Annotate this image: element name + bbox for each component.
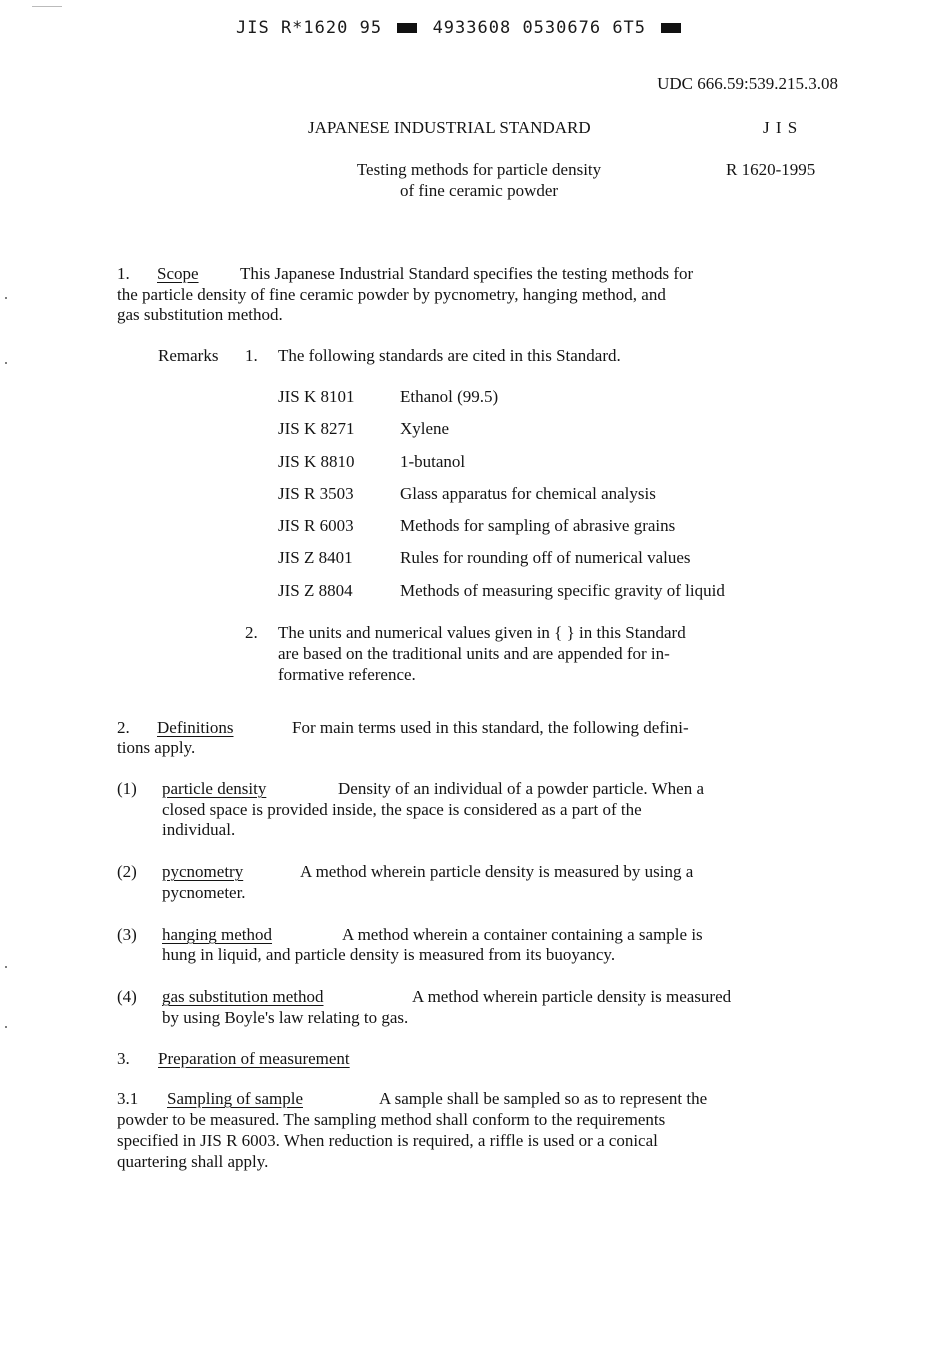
definition-line-1: Density of an individual of a powder particle. When a [338, 779, 705, 798]
header-code-left: JIS R*1620 95 [236, 18, 383, 38]
ref-code: JIS K 8810 [278, 452, 355, 471]
ref-code: JIS R 3503 [278, 484, 354, 503]
scan-speck [5, 966, 7, 968]
ref-title: Ethanol (99.5) [400, 387, 499, 406]
sampling-line-2: powder to be measured. The sampling method shall conform to the requirements [117, 1110, 666, 1129]
remark-1-number: 1. [245, 346, 258, 365]
udc-number: UDC 666.59:539.215.3.08 [657, 74, 838, 93]
ref-code: JIS K 8271 [278, 419, 355, 438]
definitions-line-2: tions apply. [117, 738, 196, 757]
top-edge-mark [32, 6, 62, 7]
scan-speck [5, 1026, 7, 1028]
definition-term: hanging method [162, 925, 273, 944]
definition-term: gas substitution method [162, 987, 324, 1006]
definition-line-2: hung in liquid, and particle density is measured from its buoyancy. [162, 945, 616, 964]
definition-number: (4) [117, 987, 137, 1006]
title-line-2: of fine ceramic powder [399, 181, 559, 200]
definition-number: (1) [117, 779, 137, 798]
remarks-label: Remarks [158, 346, 219, 365]
document-header-code [236, 18, 685, 39]
jis-mark: J I S [763, 118, 799, 137]
remark-2-line-3: formative reference. [278, 665, 416, 684]
definition-line-2: pycnometer. [162, 883, 246, 902]
sampling-heading: Sampling of sample [167, 1089, 303, 1108]
definitions-heading: Definitions [157, 718, 234, 737]
remark-1-text: The following standards are cited in this Standard. [278, 346, 621, 365]
definition-line-1: A method wherein particle density is measured [412, 987, 732, 1006]
scope-number: 1. [117, 264, 130, 283]
standard-number: R 1620-1995 [726, 160, 816, 179]
sampling-line-4: quartering shall apply. [117, 1152, 269, 1171]
remark-2-number: 2. [245, 623, 258, 642]
ref-title: Methods for sampling of abrasive grains [400, 516, 676, 535]
definition-line-1: A method wherein a container containing a sample is [342, 925, 703, 944]
definitions-line-1: For main terms used in this standard, the following defini- [292, 718, 689, 737]
sampling-line-3: specified in JIS R 6003. When reduction is required, a riffle is used or a conical [117, 1131, 658, 1150]
definition-line-2: closed space is provided inside, the space is considered as a part of the [162, 800, 642, 819]
ref-title: 1-butanol [400, 452, 466, 471]
ref-code: JIS R 6003 [278, 516, 354, 535]
definition-term: particle density [162, 779, 267, 798]
definition-line-1: A method wherein particle density is measured by using a [300, 862, 694, 881]
ref-title: Xylene [400, 419, 450, 438]
scope-line-2: the particle density of fine ceramic powder by pycnometry, hanging method, and [117, 285, 666, 304]
definitions-number: 2. [117, 718, 130, 737]
sampling-number: 3.1 [117, 1089, 139, 1108]
remark-2-line-1: The units and numerical values given in { } in this Standard [278, 623, 686, 642]
ref-code: JIS K 8101 [278, 387, 355, 406]
standard-name: JAPANESE INDUSTRIAL STANDARD [308, 118, 591, 137]
title-line-1: Testing methods for particle density [356, 160, 602, 179]
preparation-number: 3. [117, 1049, 130, 1068]
header-code-right: 4933608 0530676 6T5 [432, 18, 647, 38]
definition-number: (3) [117, 925, 137, 944]
ref-title: Rules for rounding off of numerical values [400, 548, 691, 567]
definition-line-2: by using Boyle's law relating to gas. [162, 1008, 409, 1027]
scan-speck [5, 297, 7, 299]
remark-2-line-2: are based on the traditional units and are appended for in- [278, 644, 670, 663]
preparation-heading: Preparation of measurement [158, 1049, 350, 1068]
header-block-2 [661, 23, 681, 33]
scope-heading: Scope [157, 264, 199, 283]
scan-speck [5, 362, 7, 364]
ref-code: JIS Z 8804 [278, 581, 353, 600]
ref-code: JIS Z 8401 [278, 548, 353, 567]
ref-title: Glass apparatus for chemical analysis [400, 484, 656, 503]
definition-term: pycnometry [162, 862, 244, 881]
header-block-1 [397, 23, 417, 33]
ref-title: Methods of measuring specific gravity of liquid [400, 581, 725, 600]
scope-line-1: This Japanese Industrial Standard specifies the testing methods for [240, 264, 694, 283]
scope-line-3: gas substitution method. [117, 305, 283, 324]
definition-line-3: individual. [162, 820, 236, 839]
definition-number: (2) [117, 862, 137, 881]
sampling-line-1: A sample shall be sampled so as to represent the [379, 1089, 708, 1108]
